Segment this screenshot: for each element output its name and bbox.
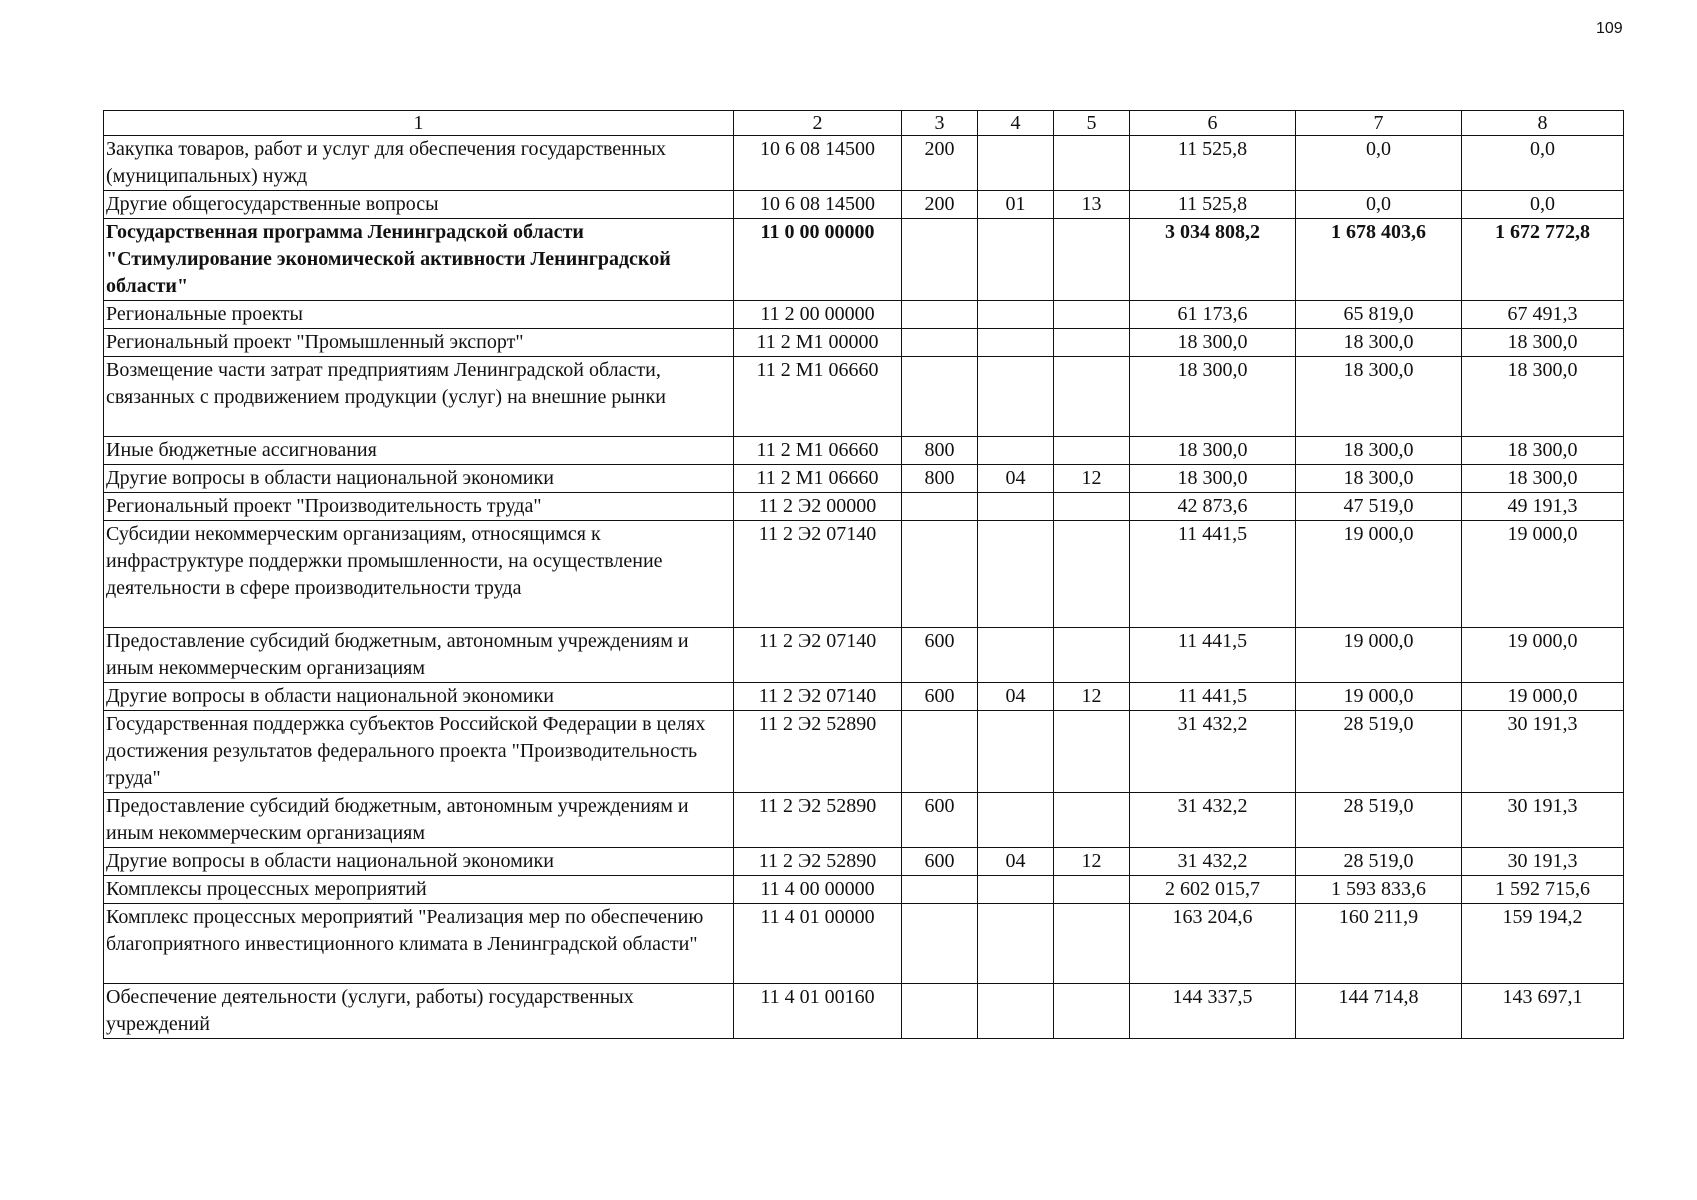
row-col3-cell: 600 xyxy=(902,683,978,711)
row-code-cell: 11 2 Э2 52890 xyxy=(734,793,902,848)
row-col7-cell: 28 519,0 xyxy=(1296,848,1462,876)
row-col7-cell: 28 519,0 xyxy=(1296,711,1462,793)
header-cell-7: 7 xyxy=(1296,111,1462,136)
header-cell-4: 4 xyxy=(978,111,1054,136)
row-col4-cell xyxy=(978,984,1054,1039)
row-col6-cell: 2 602 015,7 xyxy=(1130,876,1296,904)
row-col8-cell: 30 191,3 xyxy=(1462,793,1624,848)
row-col8-cell: 18 300,0 xyxy=(1462,437,1624,465)
row-code-cell: 11 4 01 00160 xyxy=(734,984,902,1039)
row-col7-cell: 65 819,0 xyxy=(1296,301,1462,329)
row-name-cell: Другие вопросы в области национальной экономики xyxy=(104,465,734,493)
row-code-cell: 11 2 Э2 52890 xyxy=(734,848,902,876)
table-row xyxy=(104,465,1624,493)
row-col5-cell xyxy=(1054,301,1130,329)
row-col7-cell: 1 593 833,6 xyxy=(1296,876,1462,904)
table-row xyxy=(104,136,1624,191)
row-col7-cell: 1 678 403,6 xyxy=(1296,219,1462,301)
row-col4-cell xyxy=(978,521,1054,628)
row-col6-cell: 42 873,6 xyxy=(1130,493,1296,521)
row-col7-cell: 19 000,0 xyxy=(1296,521,1462,628)
row-col3-cell: 200 xyxy=(902,191,978,219)
row-col3-cell xyxy=(902,711,978,793)
row-col3-cell: 600 xyxy=(902,628,978,683)
row-code-cell: 11 2 Э2 07140 xyxy=(734,628,902,683)
row-code-cell: 10 6 08 14500 xyxy=(734,191,902,219)
row-col8-cell: 1 672 772,8 xyxy=(1462,219,1624,301)
table-row xyxy=(104,329,1624,357)
row-code-cell: 11 4 00 00000 xyxy=(734,876,902,904)
row-col5-cell: 13 xyxy=(1054,191,1130,219)
row-col8-cell: 143 697,1 xyxy=(1462,984,1624,1039)
row-col4-cell xyxy=(978,219,1054,301)
row-col5-cell xyxy=(1054,357,1130,437)
row-col8-cell: 0,0 xyxy=(1462,136,1624,191)
row-col6-cell: 18 300,0 xyxy=(1130,465,1296,493)
row-name-cell: Региональный проект "Производительность труда" xyxy=(104,493,734,521)
row-col4-cell xyxy=(978,437,1054,465)
row-col5-cell xyxy=(1054,984,1130,1039)
row-col6-cell: 31 432,2 xyxy=(1130,848,1296,876)
row-col6-cell: 11 441,5 xyxy=(1130,521,1296,628)
row-code-cell: 11 2 M1 00000 xyxy=(734,329,902,357)
row-col6-cell: 163 204,6 xyxy=(1130,904,1296,984)
row-col8-cell: 19 000,0 xyxy=(1462,521,1624,628)
row-col5-cell xyxy=(1054,136,1130,191)
row-col5-cell xyxy=(1054,521,1130,628)
row-col6-cell: 18 300,0 xyxy=(1130,437,1296,465)
row-col8-cell: 0,0 xyxy=(1462,191,1624,219)
row-col6-cell: 11 441,5 xyxy=(1130,683,1296,711)
row-code-cell: 11 2 Э2 00000 xyxy=(734,493,902,521)
row-col3-cell: 800 xyxy=(902,437,978,465)
row-col7-cell: 47 519,0 xyxy=(1296,493,1462,521)
row-col8-cell: 19 000,0 xyxy=(1462,628,1624,683)
row-code-cell: 11 2 Э2 07140 xyxy=(734,521,902,628)
row-col4-cell xyxy=(978,329,1054,357)
row-name-cell: Другие вопросы в области национальной экономики xyxy=(104,848,734,876)
row-name-cell: Государственная поддержка субъектов Российской Федерации в целях достижения результатов федерального проекта "Производительность труда" xyxy=(104,711,734,793)
row-name-cell: Возмещение части затрат предприятиям Ленинградской области, связанных с продвижением продукции (услуг) на внешние рынки xyxy=(104,357,734,437)
row-col3-cell: 200 xyxy=(902,136,978,191)
header-cell-1: 1 xyxy=(104,111,734,136)
row-name-cell: Предоставление субсидий бюджетным, автономным учреждениям и иным некоммерческим организациям xyxy=(104,628,734,683)
row-col4-cell: 01 xyxy=(978,191,1054,219)
table-row xyxy=(104,301,1624,329)
row-col5-cell xyxy=(1054,793,1130,848)
row-col7-cell: 19 000,0 xyxy=(1296,628,1462,683)
table-row xyxy=(104,191,1624,219)
row-col3-cell: 600 xyxy=(902,848,978,876)
row-col4-cell: 04 xyxy=(978,465,1054,493)
row-col3-cell xyxy=(902,219,978,301)
table-row xyxy=(104,437,1624,465)
row-col5-cell xyxy=(1054,329,1130,357)
table-body xyxy=(104,111,1624,1039)
row-col5-cell xyxy=(1054,219,1130,301)
row-col7-cell: 19 000,0 xyxy=(1296,683,1462,711)
row-col6-cell: 144 337,5 xyxy=(1130,984,1296,1039)
table-row xyxy=(104,219,1624,301)
row-code-cell: 11 4 01 00000 xyxy=(734,904,902,984)
row-col8-cell: 18 300,0 xyxy=(1462,357,1624,437)
row-col6-cell: 18 300,0 xyxy=(1130,329,1296,357)
row-col5-cell xyxy=(1054,437,1130,465)
row-col6-cell: 31 432,2 xyxy=(1130,711,1296,793)
row-code-cell: 11 2 Э2 52890 xyxy=(734,711,902,793)
row-col7-cell: 28 519,0 xyxy=(1296,793,1462,848)
row-col4-cell xyxy=(978,301,1054,329)
row-col4-cell xyxy=(978,711,1054,793)
row-col5-cell: 12 xyxy=(1054,848,1130,876)
row-col3-cell xyxy=(902,329,978,357)
table-row xyxy=(104,683,1624,711)
row-col3-cell xyxy=(902,301,978,329)
row-col3-cell: 600 xyxy=(902,793,978,848)
row-col4-cell xyxy=(978,493,1054,521)
row-col6-cell: 11 525,8 xyxy=(1130,191,1296,219)
row-col5-cell xyxy=(1054,628,1130,683)
header-cell-5: 5 xyxy=(1054,111,1130,136)
row-col4-cell: 04 xyxy=(978,683,1054,711)
header-cell-8: 8 xyxy=(1462,111,1624,136)
row-col7-cell: 18 300,0 xyxy=(1296,437,1462,465)
row-code-cell: 11 2 M1 06660 xyxy=(734,357,902,437)
row-col3-cell xyxy=(902,904,978,984)
row-col5-cell xyxy=(1054,711,1130,793)
row-col7-cell: 0,0 xyxy=(1296,191,1462,219)
row-col8-cell: 159 194,2 xyxy=(1462,904,1624,984)
row-col6-cell: 11 441,5 xyxy=(1130,628,1296,683)
row-col6-cell: 31 432,2 xyxy=(1130,793,1296,848)
row-code-cell: 10 6 08 14500 xyxy=(734,136,902,191)
row-col6-cell: 11 525,8 xyxy=(1130,136,1296,191)
row-col6-cell: 3 034 808,2 xyxy=(1130,219,1296,301)
table-row xyxy=(104,904,1624,984)
table-row xyxy=(104,848,1624,876)
row-col3-cell xyxy=(902,493,978,521)
table-row xyxy=(104,628,1624,683)
row-col3-cell xyxy=(902,876,978,904)
row-code-cell: 11 2 Э2 07140 xyxy=(734,683,902,711)
row-name-cell: Комплекс процессных мероприятий "Реализация мер по обеспечению благоприятного инвестиционного климата в Ленинградской области" xyxy=(104,904,734,984)
row-name-cell: Региональный проект "Промышленный экспорт" xyxy=(104,329,734,357)
row-col4-cell xyxy=(978,628,1054,683)
row-col4-cell xyxy=(978,793,1054,848)
table-row xyxy=(104,493,1624,521)
row-name-cell: Субсидии некоммерческим организациям, относящимся к инфраструктуре поддержки промышленности, на осуществление деятельности в сфере производительности труда xyxy=(104,521,734,628)
row-col5-cell: 12 xyxy=(1054,465,1130,493)
row-name-cell: Региональные проекты xyxy=(104,301,734,329)
row-name-cell: Обеспечение деятельности (услуги, работы) государственных учреждений xyxy=(104,984,734,1039)
table-row xyxy=(104,521,1624,628)
table-row xyxy=(104,357,1624,437)
row-col8-cell: 30 191,3 xyxy=(1462,711,1624,793)
row-col8-cell: 30 191,3 xyxy=(1462,848,1624,876)
row-col7-cell: 0,0 xyxy=(1296,136,1462,191)
table-row xyxy=(104,793,1624,848)
row-col4-cell xyxy=(978,357,1054,437)
row-col4-cell: 04 xyxy=(978,848,1054,876)
header-cell-2: 2 xyxy=(734,111,902,136)
row-name-cell: Закупка товаров, работ и услуг для обеспечения государственных (муниципальных) нужд xyxy=(104,136,734,191)
row-col6-cell: 61 173,6 xyxy=(1130,301,1296,329)
row-code-cell: 11 2 M1 06660 xyxy=(734,437,902,465)
row-name-cell: Иные бюджетные ассигнования xyxy=(104,437,734,465)
row-col7-cell: 18 300,0 xyxy=(1296,357,1462,437)
row-name-cell: Другие общегосударственные вопросы xyxy=(104,191,734,219)
row-name-cell: Предоставление субсидий бюджетным, автономным учреждениям и иным некоммерческим организациям xyxy=(104,793,734,848)
row-col8-cell: 18 300,0 xyxy=(1462,329,1624,357)
table-row xyxy=(104,711,1624,793)
row-col8-cell: 18 300,0 xyxy=(1462,465,1624,493)
table-header-row xyxy=(104,111,1624,136)
row-col7-cell: 160 211,9 xyxy=(1296,904,1462,984)
row-col5-cell xyxy=(1054,876,1130,904)
header-cell-3: 3 xyxy=(902,111,978,136)
row-col4-cell xyxy=(978,136,1054,191)
row-col5-cell xyxy=(1054,904,1130,984)
row-col4-cell xyxy=(978,904,1054,984)
page-number: 109 xyxy=(1596,20,1623,37)
row-col8-cell: 1 592 715,6 xyxy=(1462,876,1624,904)
header-cell-6: 6 xyxy=(1130,111,1296,136)
table-row xyxy=(104,876,1624,904)
row-col3-cell: 800 xyxy=(902,465,978,493)
row-col3-cell xyxy=(902,521,978,628)
table-row xyxy=(104,984,1624,1039)
row-name-cell: Комплексы процессных мероприятий xyxy=(104,876,734,904)
budget-table xyxy=(103,110,1624,1039)
row-col8-cell: 49 191,3 xyxy=(1462,493,1624,521)
row-col7-cell: 18 300,0 xyxy=(1296,465,1462,493)
row-col3-cell xyxy=(902,984,978,1039)
row-name-cell: Государственная программа Ленинградской области "Стимулирование экономической активности Ленинградской области" xyxy=(104,219,734,301)
row-code-cell: 11 2 00 00000 xyxy=(734,301,902,329)
row-col7-cell: 144 714,8 xyxy=(1296,984,1462,1039)
row-col6-cell: 18 300,0 xyxy=(1130,357,1296,437)
row-col5-cell xyxy=(1054,493,1130,521)
row-col7-cell: 18 300,0 xyxy=(1296,329,1462,357)
row-col8-cell: 67 491,3 xyxy=(1462,301,1624,329)
row-col5-cell: 12 xyxy=(1054,683,1130,711)
row-name-cell: Другие вопросы в области национальной экономики xyxy=(104,683,734,711)
row-code-cell: 11 0 00 00000 xyxy=(734,219,902,301)
row-col8-cell: 19 000,0 xyxy=(1462,683,1624,711)
row-code-cell: 11 2 M1 06660 xyxy=(734,465,902,493)
row-col3-cell xyxy=(902,357,978,437)
row-col4-cell xyxy=(978,876,1054,904)
